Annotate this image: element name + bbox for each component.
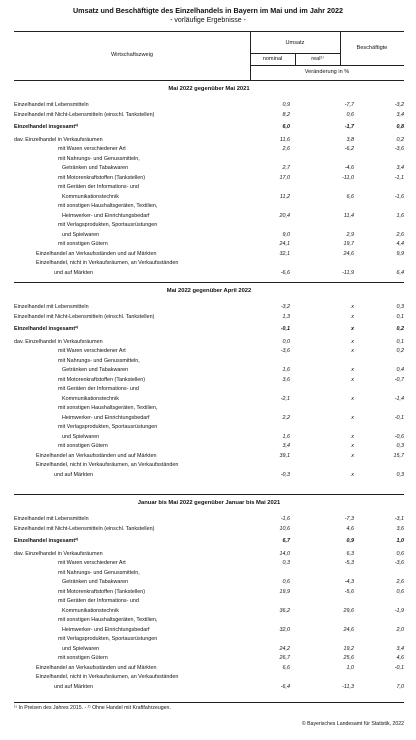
row-label: dav. Einzelhandel in Verkaufsräumen — [14, 338, 103, 345]
row-label: mit Waren verschiedener Art — [58, 348, 126, 354]
row-label: und auf Märkten — [54, 269, 93, 276]
row-label: Einzelhandel mit Nicht-Lebensmitteln (einschl. Tankstellen) — [14, 525, 155, 532]
row-label: mit Geräten der Informations- und — [58, 386, 139, 392]
table-row — [14, 471, 404, 479]
cell-umsatz-nominal: 24,2 — [279, 645, 290, 652]
header-bottom-rule — [14, 80, 404, 81]
table-row — [14, 525, 404, 533]
row-label: und auf Märkten — [54, 683, 93, 690]
cell-umsatz-nominal: 14,0 — [279, 550, 290, 557]
table-row — [14, 376, 404, 384]
row-label: mit Nahrungs- und Genussmitteln, — [58, 569, 140, 576]
cell-umsatz-nominal: 32,1 — [279, 250, 290, 257]
table-row — [14, 250, 404, 258]
table-row — [14, 654, 404, 662]
row-label: dav. Einzelhandel in Verkaufsräumen — [14, 550, 103, 557]
table-row — [14, 123, 404, 131]
table-row — [14, 635, 404, 643]
cell-umsatz-real: 24,6 — [343, 626, 354, 633]
cell-umsatz-real: x — [351, 452, 354, 459]
table-row — [14, 269, 404, 277]
row-label: dav. Einzelhandel in Verkaufsräumen — [14, 136, 103, 143]
table-row — [14, 313, 404, 321]
cell-umsatz-real: 24,6 — [343, 250, 354, 257]
table-row — [14, 452, 404, 460]
cell-umsatz-real: x — [351, 367, 354, 373]
cell-umsatz-nominal: 11,6 — [279, 136, 290, 143]
section-title: Mai 2022 gegenüber April 2022 — [166, 288, 252, 294]
cell-umsatz-nominal: 0,0 — [282, 338, 290, 345]
cell-umsatz-nominal: -3,2 — [280, 304, 290, 310]
row-label: Kommunikationstechnik — [62, 193, 119, 200]
cell-umsatz-nominal: -1,6 — [280, 516, 290, 522]
cell-umsatz-nominal: -2,1 — [280, 395, 290, 402]
row-label: Heimwerker- und Einrichtungsbedarf — [62, 626, 150, 633]
table-row — [14, 111, 404, 119]
cell-umsatz-real: x — [351, 433, 354, 440]
row-label: Heimwerker- und Einrichtungsbedarf — [62, 212, 150, 219]
row-label: und Spielwaren — [62, 645, 100, 652]
table-row — [14, 515, 404, 523]
cell-umsatz-real: x — [351, 338, 354, 345]
cell-beschaeftigte: -0,1 — [394, 414, 404, 421]
cell-umsatz-nominal: 32,0 — [279, 626, 290, 633]
row-label: mit Waren verschiedener Art — [58, 560, 126, 566]
cell-umsatz-nominal: 0,6 — [282, 579, 290, 585]
cell-beschaeftigte: -1,6 — [394, 193, 404, 200]
cell-beschaeftigte: 3,6 — [396, 525, 404, 532]
cell-beschaeftigte: 0,8 — [396, 124, 404, 130]
table-row — [14, 385, 404, 393]
cell-beschaeftigte: -3,6 — [394, 560, 404, 566]
cell-umsatz-real: x — [351, 395, 354, 402]
row-label: Getränken und Tabakwaren — [62, 165, 129, 171]
table-row — [14, 664, 404, 672]
source-note: © Bayerisches Landesamt für Statistik, 2022 — [301, 721, 404, 727]
row-label: Einzelhandel, nicht in Verkaufsräumen, an Verkaufsständen — [36, 674, 179, 680]
cell-umsatz-nominal: 11,2 — [279, 193, 290, 200]
document-subtitle: - vorläufige Ergebnisse - — [170, 17, 246, 24]
cell-umsatz-nominal: 1,3 — [282, 313, 290, 320]
row-label: mit Verlagsprodukten, Sportausrüstungen — [58, 636, 158, 642]
table-row — [14, 174, 404, 182]
cell-umsatz-real: x — [351, 313, 354, 320]
cell-umsatz-nominal: 24,1 — [279, 241, 290, 247]
cell-umsatz-real: -4,6 — [344, 165, 354, 171]
cell-beschaeftigte: -0,7 — [394, 376, 404, 383]
row-label: Einzelhandel, nicht in Verkaufsräumen, an Verkaufsständen — [36, 260, 179, 266]
cell-umsatz-nominal: -6,6 — [280, 269, 290, 276]
table-row — [14, 193, 404, 201]
table-row — [14, 588, 404, 596]
table-row — [14, 231, 404, 239]
cell-umsatz-real: x — [351, 326, 354, 332]
row-label: mit sonstigen Haushaltsgeräten, Textilien, — [58, 405, 158, 411]
row-label: Einzelhandel insgesamt²⁾ — [14, 124, 79, 130]
row-label: mit Waren verschiedener Art — [58, 146, 126, 152]
table-row — [14, 550, 404, 558]
cell-beschaeftigte: 9,9 — [396, 250, 404, 257]
cell-umsatz-nominal: -6,4 — [280, 683, 290, 690]
cell-umsatz-nominal: 17,0 — [279, 174, 290, 181]
header-real: real¹⁾ — [311, 56, 324, 62]
cell-umsatz-nominal: 2,6 — [282, 146, 290, 152]
cell-umsatz-real: 3,8 — [346, 136, 354, 143]
cell-umsatz-real: 19,2 — [343, 645, 354, 652]
cell-beschaeftigte: 1,6 — [396, 212, 404, 219]
cell-beschaeftigte: 1,0 — [396, 538, 404, 544]
row-label: Einzelhandel, nicht in Verkaufsräumen, an Verkaufsständen — [36, 462, 179, 468]
row-label: Getränken und Tabakwaren — [62, 579, 129, 585]
table-row — [14, 442, 404, 450]
table-row — [14, 537, 404, 545]
table-row — [14, 259, 404, 267]
row-label: mit Geräten der Informations- und — [58, 184, 139, 190]
cell-umsatz-nominal: 6,7 — [282, 538, 290, 544]
cell-beschaeftigte: -1,1 — [394, 174, 404, 181]
cell-umsatz-nominal: 0,9 — [282, 102, 290, 108]
cell-beschaeftigte: -3,6 — [394, 146, 404, 152]
cell-beschaeftigte: 0,6 — [396, 550, 404, 557]
cell-beschaeftigte: 3,4 — [396, 645, 404, 652]
table-row — [14, 155, 404, 163]
header-beschaeftigte: Beschäftigte — [356, 45, 388, 51]
cell-umsatz-nominal: 3,4 — [282, 443, 290, 449]
cell-beschaeftigte: 2,6 — [396, 579, 404, 585]
table-row — [14, 597, 404, 605]
table-row — [14, 183, 404, 191]
cell-umsatz-real: 11,4 — [343, 212, 354, 219]
cell-umsatz-nominal: 1,6 — [282, 367, 290, 373]
table-row — [14, 212, 404, 220]
cell-umsatz-real: 6,6 — [346, 193, 354, 200]
cell-beschaeftigte: 3,4 — [396, 165, 404, 171]
header-veraenderung: Veränderung in % — [304, 69, 350, 75]
row-label: und Spielwaren — [62, 231, 100, 238]
cell-beschaeftigte: 4,4 — [396, 241, 404, 247]
cell-umsatz-nominal: 6,0 — [282, 124, 290, 130]
cell-umsatz-nominal: 1,6 — [282, 433, 290, 440]
row-label: und auf Märkten — [54, 471, 93, 478]
cell-umsatz-real: 6,3 — [346, 550, 354, 557]
cell-umsatz-nominal: 6,6 — [282, 664, 290, 671]
table-row — [14, 673, 404, 681]
cell-umsatz-real: 4,6 — [346, 525, 354, 532]
row-label: mit sonstigen Gütern — [58, 241, 108, 247]
cell-beschaeftigte: 7,0 — [396, 683, 404, 690]
row-label: Getränken und Tabakwaren — [62, 367, 129, 373]
cell-beschaeftigte: -1,9 — [394, 607, 404, 614]
cell-beschaeftigte: 6,4 — [396, 269, 404, 276]
cell-beschaeftigte: -3,2 — [394, 102, 404, 108]
table-row — [14, 136, 404, 144]
cell-umsatz-nominal: 2,2 — [282, 414, 290, 421]
row-label: Einzelhandel mit Nicht-Lebensmitteln (einschl. Tankstellen) — [14, 313, 155, 320]
row-label: mit Motorenkraftstoffen (Tankstellen) — [58, 174, 146, 181]
cell-beschaeftigte: -0,1 — [394, 664, 404, 671]
cell-beschaeftigte: -3,1 — [394, 516, 404, 522]
table-row — [14, 404, 404, 412]
row-label: Heimwerker- und Einrichtungsbedarf — [62, 414, 150, 421]
row-label: Kommunikationstechnik — [62, 607, 119, 614]
table-row — [14, 645, 404, 653]
header-nominal: nominal — [262, 56, 283, 62]
cell-beschaeftigte: 4,6 — [396, 655, 404, 661]
row-label: mit Motorenkraftstoffen (Tankstellen) — [58, 588, 146, 595]
section-rule — [14, 494, 404, 495]
cell-umsatz-real: 25,6 — [343, 655, 354, 661]
cell-umsatz-real: 0,6 — [346, 111, 354, 118]
table-row — [14, 202, 404, 210]
table-row — [14, 423, 404, 431]
table-row — [14, 559, 404, 567]
cell-beschaeftigte: 0,3 — [396, 471, 404, 478]
cell-umsatz-real: 1,0 — [346, 664, 354, 671]
row-label: mit Verlagsprodukten, Sportausrüstungen — [58, 222, 158, 228]
cell-umsatz-real: x — [351, 376, 354, 383]
table-row — [14, 347, 404, 355]
cell-beschaeftigte: 0,2 — [396, 326, 404, 332]
table-row — [14, 164, 404, 172]
table-row — [14, 607, 404, 615]
row-label: mit sonstigen Haushaltsgeräten, Textilien, — [58, 203, 158, 209]
footnote: ¹⁾ In Preisen des Jahres 2015. - ²⁾ Ohne Handel mit Kraftfahrzeugen. — [14, 705, 171, 711]
cell-umsatz-nominal: 19,9 — [279, 588, 290, 595]
cell-beschaeftigte: 0,1 — [396, 313, 404, 320]
header-top-rule — [14, 31, 404, 32]
cell-beschaeftigte: 0,4 — [396, 367, 404, 373]
cell-beschaeftigte: 15,7 — [393, 452, 404, 459]
table-row — [14, 221, 404, 229]
row-label: Einzelhandel mit Lebensmitteln — [14, 102, 89, 108]
header-wirtschaftszweig: Wirtschaftszweig — [111, 52, 153, 58]
table-row — [14, 325, 404, 333]
row-label: mit Geräten der Informations- und — [58, 598, 139, 604]
cell-umsatz-real: 2,9 — [346, 231, 354, 238]
document-title: Umsatz und Beschäftigte des Einzelhandels in Bayern im Mai und im Jahr 2022 — [72, 6, 343, 15]
table-row — [14, 433, 404, 441]
row-label: und Spielwaren — [62, 433, 100, 440]
cell-beschaeftigte: 0,1 — [396, 338, 404, 345]
cell-umsatz-real: -4,3 — [344, 579, 354, 585]
cell-umsatz-nominal: 9,0 — [282, 231, 290, 238]
cell-beschaeftigte: 0,3 — [396, 443, 404, 449]
cell-umsatz-nominal: 36,2 — [279, 607, 290, 614]
cell-umsatz-real: x — [351, 304, 354, 310]
section-title: Januar bis Mai 2022 gegenüber Januar bis Mai 2021 — [137, 500, 281, 506]
table-row — [14, 569, 404, 577]
table-row — [14, 101, 404, 109]
cell-umsatz-nominal: -3,6 — [280, 348, 290, 354]
table-row — [14, 616, 404, 624]
table-row — [14, 578, 404, 586]
row-label: Einzelhandel mit Nicht-Lebensmitteln (einschl. Tankstellen) — [14, 111, 155, 118]
table-row — [14, 366, 404, 374]
cell-beschaeftigte: 2,6 — [396, 231, 404, 238]
table-row — [14, 683, 404, 691]
row-label: mit sonstigen Gütern — [58, 655, 108, 661]
table-bottom-rule — [14, 702, 404, 703]
table-row — [14, 338, 404, 346]
cell-umsatz-real: 0,9 — [346, 538, 354, 544]
row-label: mit sonstigen Gütern — [58, 443, 108, 449]
row-label: Einzelhandel an Verkaufsständen und auf Märkten — [36, 664, 157, 671]
cell-umsatz-real: -5,3 — [344, 560, 354, 566]
cell-umsatz-real: x — [351, 348, 354, 354]
cell-umsatz-nominal: 26,7 — [279, 655, 290, 661]
section-title: Mai 2022 gegenüber Mai 2021 — [168, 86, 250, 92]
cell-beschaeftigte: 3,4 — [396, 111, 404, 118]
cell-beschaeftigte: 0,3 — [396, 304, 404, 310]
header-umsatz: Umsatz — [285, 40, 305, 46]
cell-umsatz-real: -7,3 — [344, 516, 354, 522]
row-label: Einzelhandel an Verkaufsständen und auf Märkten — [36, 452, 157, 459]
cell-umsatz-real: x — [351, 471, 354, 478]
cell-umsatz-nominal: 8,2 — [282, 111, 290, 118]
table-row — [14, 240, 404, 248]
cell-umsatz-nominal: 3,6 — [282, 376, 290, 383]
cell-umsatz-real: 19,7 — [343, 241, 354, 247]
cell-umsatz-real: -6,2 — [344, 146, 354, 152]
cell-umsatz-nominal: 10,6 — [279, 525, 290, 532]
cell-umsatz-real: -1,7 — [344, 124, 354, 130]
row-label: mit Motorenkraftstoffen (Tankstellen) — [58, 376, 146, 383]
table-row — [14, 395, 404, 403]
cell-umsatz-real: x — [351, 443, 354, 449]
cell-umsatz-real: -11,0 — [342, 174, 354, 181]
table-row — [14, 414, 404, 422]
table-row — [14, 626, 404, 634]
table-row — [14, 145, 404, 153]
cell-beschaeftigte: 2,0 — [396, 626, 404, 633]
table-row — [14, 357, 404, 365]
header-mid-rule — [250, 65, 404, 66]
row-label: Einzelhandel an Verkaufsständen und auf Märkten — [36, 250, 157, 257]
cell-umsatz-nominal: 20,4 — [279, 212, 290, 219]
cell-umsatz-real: 29,6 — [343, 607, 354, 614]
cell-umsatz-real: -5,6 — [344, 588, 354, 595]
row-label: Einzelhandel insgesamt²⁾ — [14, 326, 79, 332]
cell-umsatz-real: -11,3 — [342, 683, 354, 690]
cell-umsatz-nominal: 2,7 — [282, 165, 290, 171]
row-label: Einzelhandel mit Lebensmitteln — [14, 516, 89, 522]
cell-beschaeftigte: -0,6 — [394, 433, 404, 440]
table-row — [14, 303, 404, 311]
cell-umsatz-nominal: 0,3 — [282, 560, 290, 566]
row-label: mit Nahrungs- und Genussmitteln, — [58, 155, 140, 162]
section-rule — [14, 282, 404, 283]
table-row — [14, 461, 404, 469]
row-label: Einzelhandel insgesamt²⁾ — [14, 538, 79, 544]
cell-umsatz-nominal: -0,3 — [280, 471, 290, 478]
cell-umsatz-nominal: -0,1 — [280, 326, 290, 332]
row-label: mit Verlagsprodukten, Sportausrüstungen — [58, 424, 158, 430]
cell-umsatz-real: x — [351, 414, 354, 421]
row-label: mit Nahrungs- und Genussmitteln, — [58, 357, 140, 364]
cell-umsatz-real: -11,9 — [342, 269, 354, 276]
cell-umsatz-nominal: 39,1 — [279, 452, 290, 459]
row-label: Kommunikationstechnik — [62, 395, 119, 402]
cell-umsatz-real: -7,7 — [344, 102, 354, 108]
cell-beschaeftigte: 0,2 — [396, 348, 404, 354]
row-label: Einzelhandel mit Lebensmitteln — [14, 304, 89, 310]
cell-beschaeftigte: 0,2 — [396, 136, 404, 143]
row-label: mit sonstigen Haushaltsgeräten, Textilien, — [58, 617, 158, 623]
cell-beschaeftigte: -1,4 — [394, 395, 404, 402]
cell-beschaeftigte: 0,6 — [396, 588, 404, 595]
